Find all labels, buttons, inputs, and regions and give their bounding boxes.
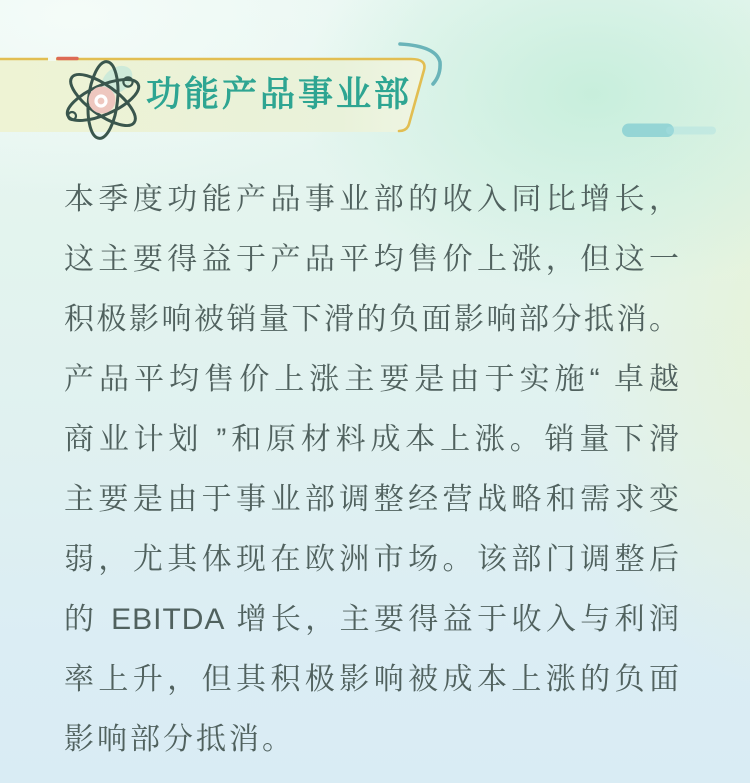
article-line-1: 本季度功能产品事业部的收入同比增长， [64, 183, 680, 216]
article-line-2: 这主要得益于产品平均售价上涨，但这一 [64, 243, 680, 276]
atom-nucleus [89, 87, 116, 114]
article-line-9: 率上升，但其积极影响被成本上涨的负面 [64, 663, 680, 696]
article-body [64, 170, 680, 770]
article-line-5: 商业计划 ”和原材料成本上涨。销量下滑 [64, 423, 680, 456]
underline-pen-tail [666, 127, 716, 135]
section-title: 功能产品事业部 [146, 75, 413, 114]
article-line-8: 的 EBITDA 增长，主要得益于收入与利润 [64, 603, 680, 636]
article-line-7: 弱，尤其体现在欧洲市场。该部门调整后 [64, 543, 680, 576]
article-line-4: 产品平均售价上涨主要是由于实施“ 卓越 [64, 363, 680, 396]
article-line-10: 影响部分抵消。 [64, 723, 295, 756]
article-line-6: 主要是由于事业部调整经营战略和需求变 [64, 483, 680, 516]
article-line-3: 积极影响被销量下滑的负面影响部分抵消。 [64, 303, 680, 336]
